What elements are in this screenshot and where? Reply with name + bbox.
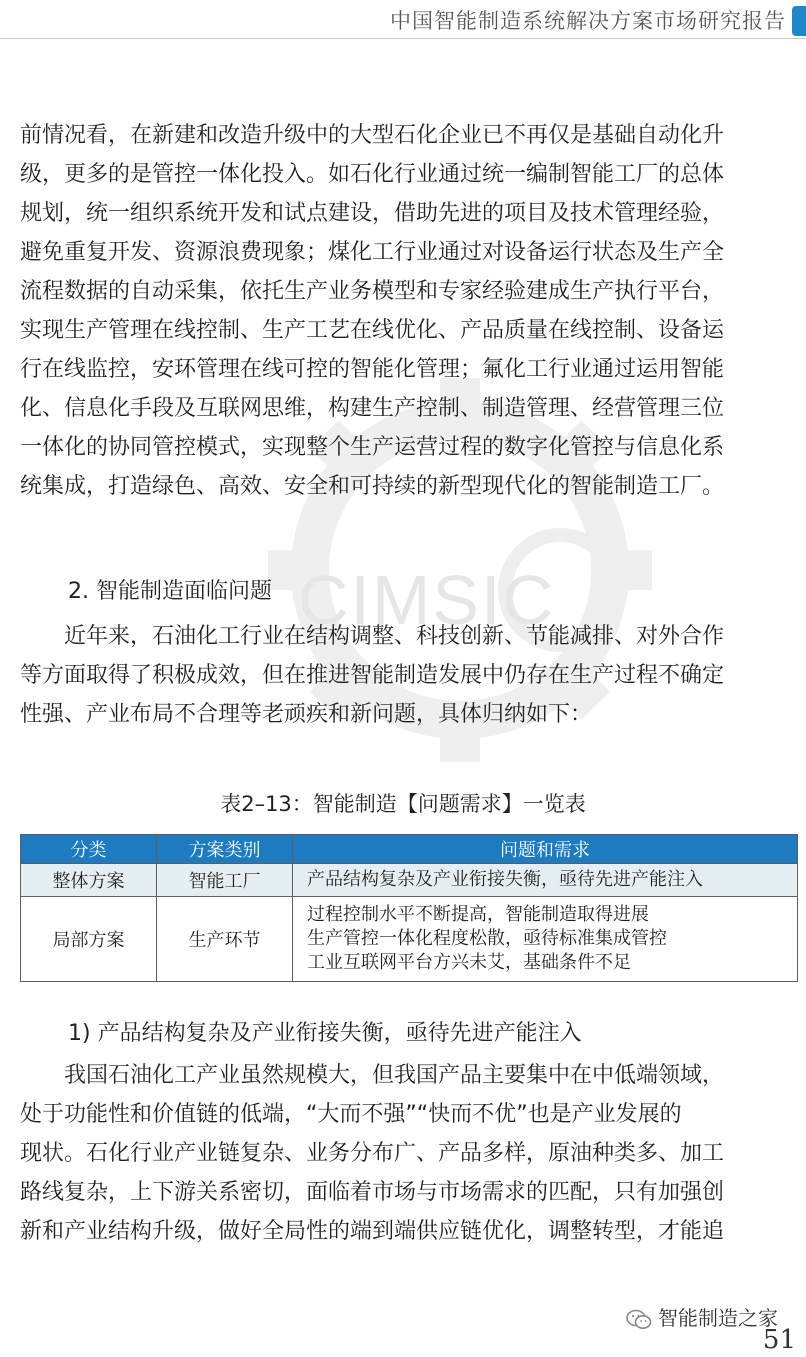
text-line: 避免重复开发、资源浪费现象；煤化工行业通过对设备运行状态及生产全 — [20, 240, 725, 265]
running-header: 中国智能制造系统解决方案市场研究报告 — [390, 9, 786, 33]
text-line: 性强、产业布局不合理等老顽疾和新问题，具体归纳如下： — [20, 702, 593, 727]
text-line: 级，更多的是管控一体化投入。如石化行业通过统一编制智能工厂的总体 — [20, 162, 725, 187]
text-line: 化、信息化手段及互联网思维，构建生产控制、制造管理、经营管理三位 — [20, 396, 725, 421]
text-line: 规划，统一组织系统开发和试点建设，借助先进的项目及技术管理经验， — [20, 201, 725, 226]
text-line: 实现生产管理在线控制、生产工艺在线优化、产品质量在线控制、设备运 — [20, 318, 725, 343]
text-line: 等方面取得了积极成效，但在推进智能制造发展中仍存在生产过程不确定 — [20, 663, 725, 688]
section-tab-marker — [792, 6, 806, 36]
paragraph-product-structure — [20, 1056, 800, 1251]
text-line: 现状。石化行业产业链复杂、业务分布广、产品多样，原油种类多、加工 — [20, 1141, 725, 1166]
text-line: 流程数据的自动采集，依托生产业务模型和专家经验建成生产执行平台， — [20, 279, 725, 304]
need-item: 过程控制水平不断提高，智能制造取得进展 — [307, 904, 649, 925]
column-header-type: 方案类别 — [157, 835, 293, 864]
text-line: 行在线监控，安环管理在线可控的智能化管理；氟化工行业通过运用智能 — [20, 357, 725, 382]
cell-category: 局部方案 — [21, 897, 157, 982]
cell-type: 智能工厂 — [157, 864, 293, 897]
watermark-text: CIMSIC — [298, 561, 555, 639]
table-row — [21, 864, 798, 897]
wechat-icon — [626, 1309, 652, 1331]
table-header-row — [21, 835, 798, 864]
need-item: 产品结构复杂及产业衔接失衡，亟待先进产能注入 — [307, 869, 703, 890]
column-header-needs: 问题和需求 — [293, 835, 798, 864]
need-item: 工业互联网平台方兴未艾，基础条件不足 — [307, 952, 631, 973]
text-line: 前情况看，在新建和改造升级中的大型石化企业已不再仅是基础自动化升 — [20, 123, 725, 148]
cell-category: 整体方案 — [21, 864, 157, 897]
text-line: 新和产业结构升级，做好全局性的端到端供应链优化，调整转型，才能追 — [20, 1219, 725, 1244]
text-line: 路线复杂，上下游关系密切，面临着市场与市场需求的匹配，只有加强创 — [20, 1180, 725, 1205]
column-header-category: 分类 — [21, 835, 157, 864]
text-line: 近年来，石油化工行业在结构调整、科技创新、节能减排、对外合作 — [20, 624, 725, 649]
text-line: 处于功能性和价值链的低端，“大而不强”“快而不优”也是产业发展的 — [20, 1102, 682, 1127]
text-line: 我国石油化工产业虽然规模大，但我国产品主要集中在中低端领域， — [20, 1063, 725, 1088]
footer-brand — [626, 1302, 778, 1331]
paragraph-problems — [20, 617, 800, 734]
need-item: 生产管控一体化程度松散，亟待标准集成管控 — [307, 928, 667, 949]
header-rule — [0, 38, 806, 39]
cell-type: 生产环节 — [157, 897, 293, 982]
cell-needs — [293, 864, 798, 897]
table-caption: 表2–13：智能制造【问题需求】一览表 — [220, 792, 586, 816]
page-number: 51 — [762, 1325, 796, 1355]
cell-needs — [293, 897, 798, 982]
subsection-heading: 1) 产品结构复杂及产业衔接失衡，亟待先进产能注入 — [68, 1021, 582, 1046]
needs-table — [20, 834, 798, 982]
text-line: 统集成，打造绿色、高效、安全和可持续的新型现代化的智能制造工厂。 — [20, 474, 725, 499]
section-heading: 2. 智能制造面临问题 — [68, 579, 272, 604]
footer-brand-label: 智能制造之家 — [658, 1306, 778, 1330]
table-row — [21, 897, 798, 982]
text-line: 一体化的协同管控模式，实现整个生产运营过程的数字化管控与信息化系 — [20, 435, 725, 460]
paragraph-intro — [20, 116, 800, 506]
